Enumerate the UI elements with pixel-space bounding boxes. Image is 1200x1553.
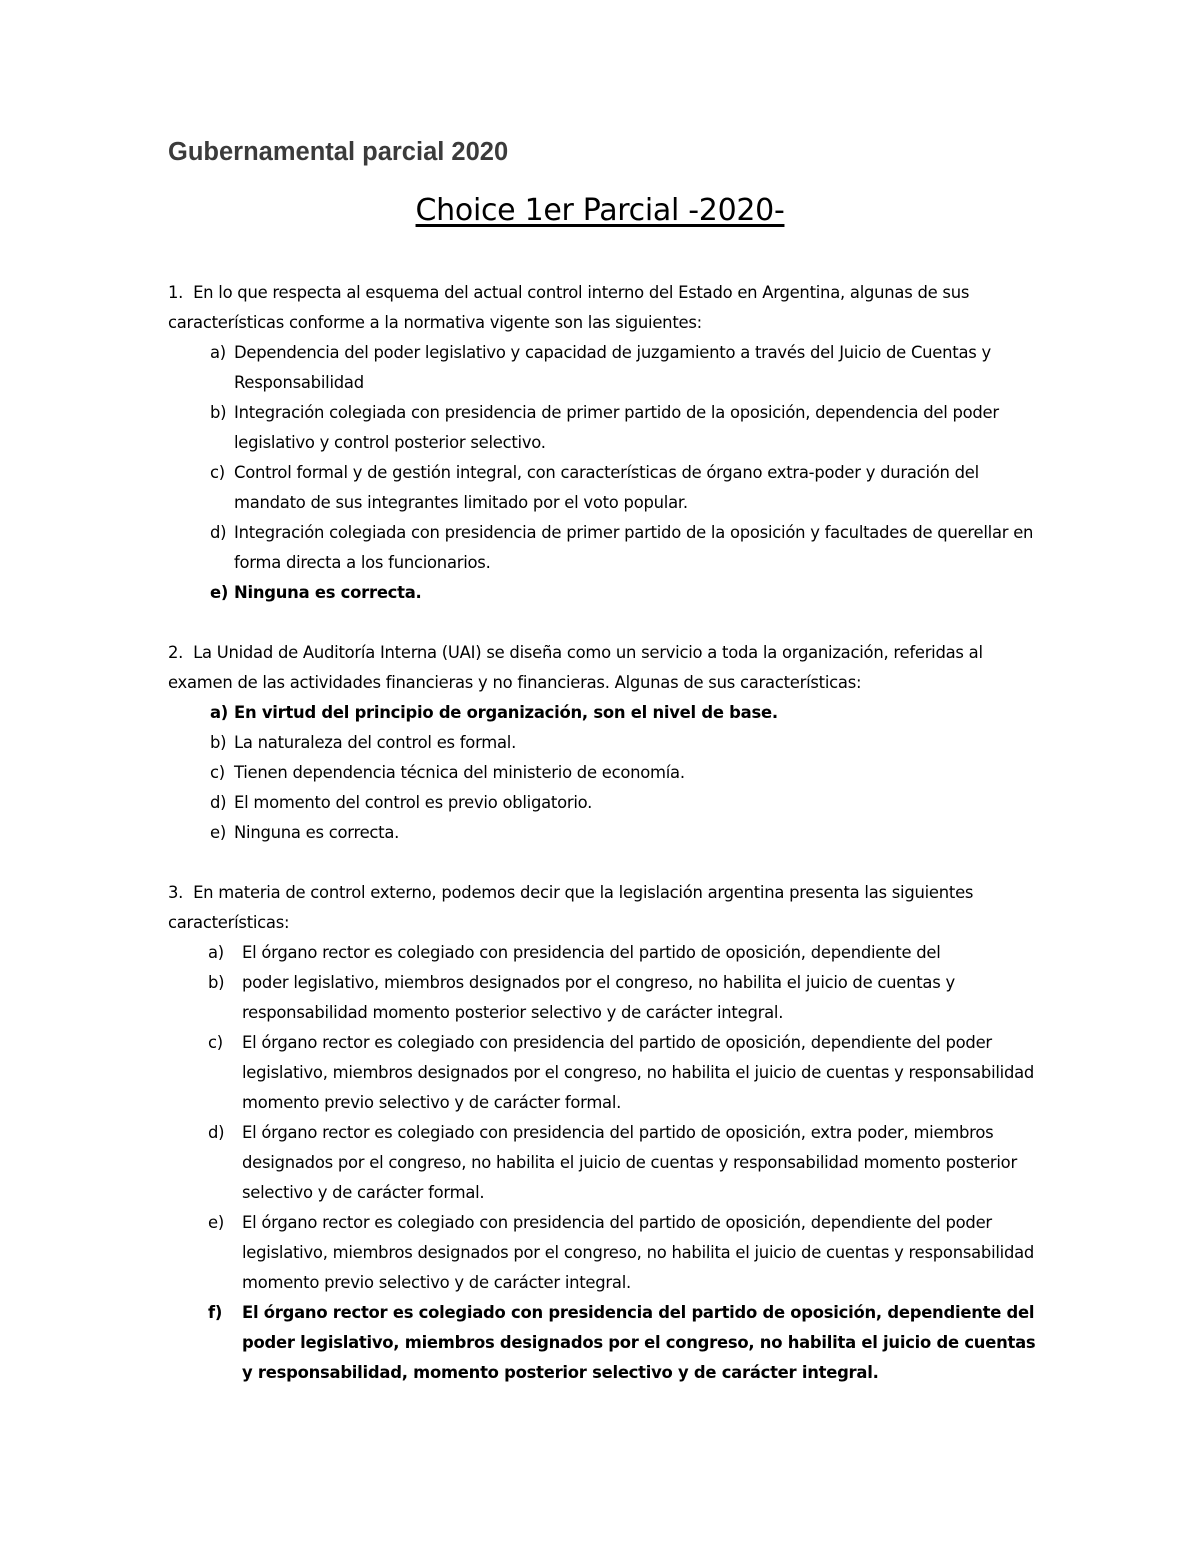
option-label: d) xyxy=(208,1123,225,1142)
question-2 xyxy=(168,638,1048,848)
option-a-answer xyxy=(168,698,1048,728)
option-label: a) xyxy=(210,343,226,362)
option-label: d) xyxy=(210,523,227,542)
option-text: Dependencia del poder legislativo y capacidad de juzgamiento a través del Juicio de Cuentas y Responsabilidad xyxy=(234,343,991,392)
document-header: Gubernamental parcial 2020 xyxy=(168,138,509,166)
option-d xyxy=(168,1118,1048,1208)
option-a xyxy=(168,938,1048,968)
options-list xyxy=(168,938,1048,1388)
option-label: e) xyxy=(210,583,229,602)
document-title: Choice 1er Parcial -2020- xyxy=(415,193,785,228)
question-text: En lo que respecta al esquema del actual control interno del Estado en Argentina, algunas de sus características conforme a la normativa vigente son las siguientes: xyxy=(168,283,970,332)
options-list xyxy=(168,698,1048,848)
option-c xyxy=(168,758,1048,788)
question-1 xyxy=(168,278,1048,608)
options-list xyxy=(168,338,1048,608)
option-text: La naturaleza del control es formal. xyxy=(234,733,517,752)
question-stem xyxy=(168,278,1048,338)
option-text: El momento del control es previo obligatorio. xyxy=(234,793,593,812)
option-label: e) xyxy=(208,1213,224,1232)
option-label: a) xyxy=(210,703,229,722)
option-text: En virtud del principio de organización, son el nivel de base. xyxy=(234,703,778,722)
question-text: La Unidad de Auditoría Interna (UAI) se diseña como un servicio a toda la organización, referidas al examen de las actividades financieras y no financieras. Algunas de sus características: xyxy=(168,643,983,692)
option-label: a) xyxy=(208,943,224,962)
option-label: b) xyxy=(210,733,227,752)
option-c xyxy=(168,1028,1048,1118)
option-text: Control formal y de gestión integral, con características de órgano extra-poder y duración del mandato de sus integrantes limitado por el voto popular. xyxy=(234,463,979,512)
option-text: Ninguna es correcta. xyxy=(234,583,422,602)
question-3 xyxy=(168,878,1048,1388)
option-b xyxy=(168,968,1048,1028)
option-e xyxy=(168,1208,1048,1298)
option-text: Tienen dependencia técnica del ministerio de economía. xyxy=(234,763,685,782)
option-text: Integración colegiada con presidencia de primer partido de la oposición y facultades de querellar en forma directa a los funcionarios. xyxy=(234,523,1034,572)
option-text: El órgano rector es colegiado con presidencia del partido de oposición, extra poder, miembros designados por el congreso, no habilita el juicio de cuentas y responsabilidad momento posterior selectivo y de carácter formal. xyxy=(242,1123,1017,1202)
option-label: c) xyxy=(210,463,225,482)
option-label: f) xyxy=(208,1303,223,1322)
question-text: En materia de control externo, podemos decir que la legislación argentina presenta las siguientes características: xyxy=(168,883,974,932)
option-d xyxy=(168,788,1048,818)
question-number: 1. xyxy=(168,283,184,302)
option-b xyxy=(168,728,1048,758)
option-text: Ninguna es correcta. xyxy=(234,823,400,842)
document-body xyxy=(168,278,1048,1418)
option-d xyxy=(168,518,1048,578)
option-e xyxy=(168,818,1048,848)
option-c xyxy=(168,458,1048,518)
option-b xyxy=(168,398,1048,458)
option-label: e) xyxy=(210,823,226,842)
option-label: d) xyxy=(210,793,227,812)
option-label: b) xyxy=(210,403,227,422)
question-number: 2. xyxy=(168,643,184,662)
question-number: 3. xyxy=(168,883,184,902)
question-stem xyxy=(168,638,1048,698)
option-text: poder legislativo, miembros designados por el congreso, no habilita el juicio de cuentas y responsabilidad momento posterior selectivo y de carácter integral. xyxy=(242,973,955,1022)
option-text: Integración colegiada con presidencia de primer partido de la oposición, dependencia del poder legislativo y control posterior selectivo. xyxy=(234,403,999,452)
option-label: c) xyxy=(210,763,225,782)
option-text: El órgano rector es colegiado con presidencia del partido de oposición, dependiente del xyxy=(242,943,941,962)
option-label: c) xyxy=(208,1033,223,1052)
option-label: b) xyxy=(208,973,225,992)
option-text: El órgano rector es colegiado con presidencia del partido de oposición, dependiente del poder legislativo, miembros designados por el congreso, no habilita el juicio de cuentas y responsabilidad momento previo selectivo y de carácter formal. xyxy=(242,1033,1035,1112)
option-a xyxy=(168,338,1048,398)
option-text: El órgano rector es colegiado con presidencia del partido de oposición, dependiente del poder legislativo, miembros designados por el congreso, no habilita el juicio de cuentas y responsabilidad, momento posterior selectivo y de carácter integral. xyxy=(242,1303,1036,1382)
option-f-answer xyxy=(168,1298,1048,1388)
question-stem xyxy=(168,878,1048,938)
option-text: El órgano rector es colegiado con presidencia del partido de oposición, dependiente del poder legislativo, miembros designados por el congreso, no habilita el juicio de cuentas y responsabilidad momento previo selectivo y de carácter integral. xyxy=(242,1213,1035,1292)
option-e-answer xyxy=(168,578,1048,608)
